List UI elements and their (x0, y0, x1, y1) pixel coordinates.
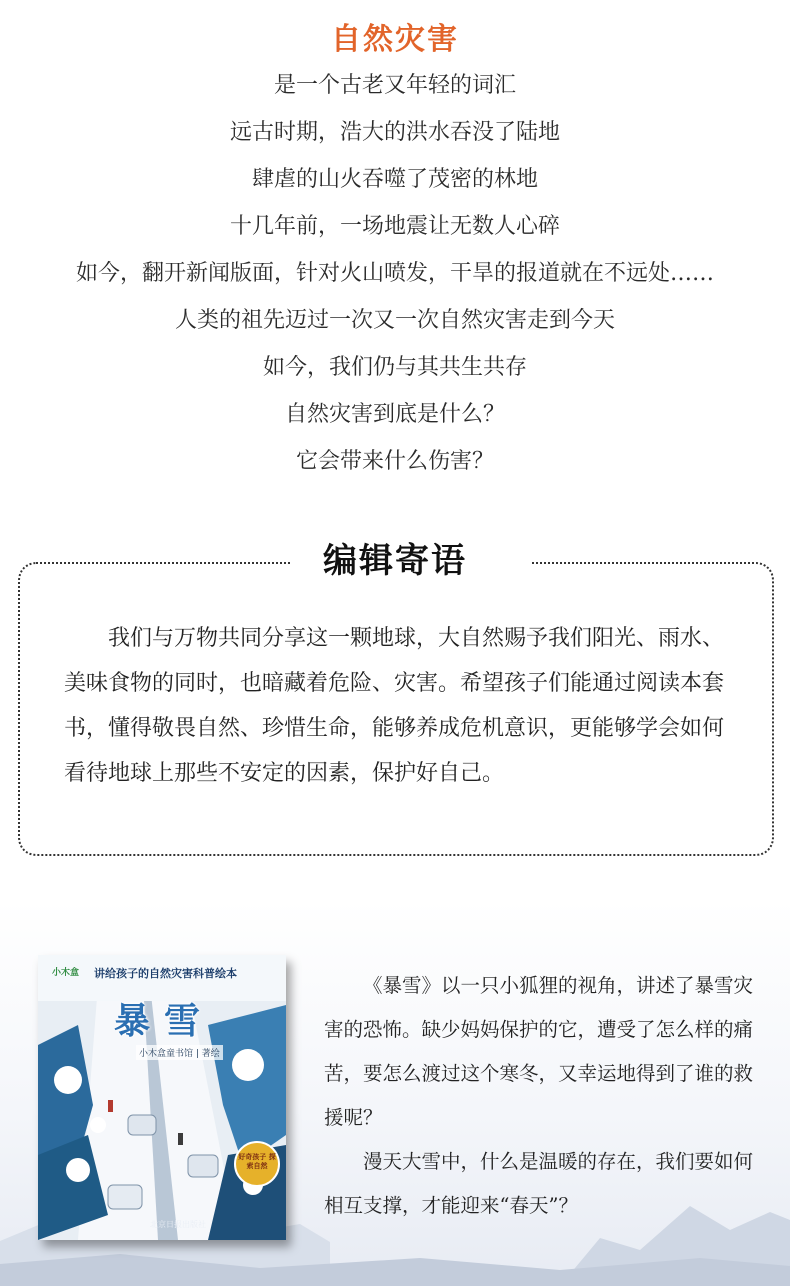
intro-line: 如今，翻开新闻版面，针对火山喷发，干旱的报道就在不远处…… (75, 261, 714, 286)
editor-note-heading: 编辑寄语 (323, 541, 467, 581)
book-description (324, 964, 760, 1228)
intro-line: 是一个古老又年轻的词汇 (273, 73, 516, 98)
cover-title: 暴雪 (114, 1000, 215, 1042)
publisher-logo: 小木盒 (52, 968, 80, 978)
cover-author: 小木盒童书馆 | 著绘 (136, 1045, 223, 1060)
intro-line: 如今，我们仍与其共生共存 (262, 355, 527, 380)
cover-series-title: 讲给孩子的自然灾害科普绘本 (94, 967, 237, 980)
cover-badge: 好奇孩子 探索自然 (234, 1141, 280, 1187)
intro-line: 它会带来什么伤害？ (295, 449, 494, 474)
book-description-paragraph: 漫天大雪中，什么是温暖的存在，我们要如何相互支撑，才能迎来“春天”？ (324, 1150, 754, 1217)
intro-line: 肆虐的山火吞噬了茂密的林地 (251, 167, 538, 192)
book-cover (38, 955, 286, 1240)
intro-line: 自然灾害到底是什么？ (284, 402, 505, 427)
intro-poem (0, 66, 790, 489)
intro-line: 十几年前，一场地震让无数人心碎 (229, 214, 560, 239)
cover-publisher: 北京日报出版社 (150, 1220, 206, 1229)
intro-line: 远古时期，浩大的洪水吞没了陆地 (229, 120, 560, 145)
editor-note-text: 我们与万物共同分享这一颗地球，大自然赐予我们阳光、雨水、美味食物的同时，也暗藏着危险、灾害。希望孩子们能通过阅读本套书，懂得敬畏自然、珍惜生命，能够养成危机意识，更能够学会如何看待地球上那些不安定的因素，保护好自己。 (64, 626, 725, 786)
book-description-paragraph: 《暴雪》以一只小狐狸的视角，讲述了暴雪灾害的恐怖。缺少妈妈保护的它，遭受了怎么样的痛苦，要怎么渡过这个寒冬，又幸运地得到了谁的救援呢？ (324, 974, 754, 1129)
intro-section (0, 0, 790, 500)
intro-title: 自然灾害 (331, 22, 459, 57)
intro-line: 人类的祖先迈过一次又一次自然灾害走到今天 (174, 308, 615, 333)
